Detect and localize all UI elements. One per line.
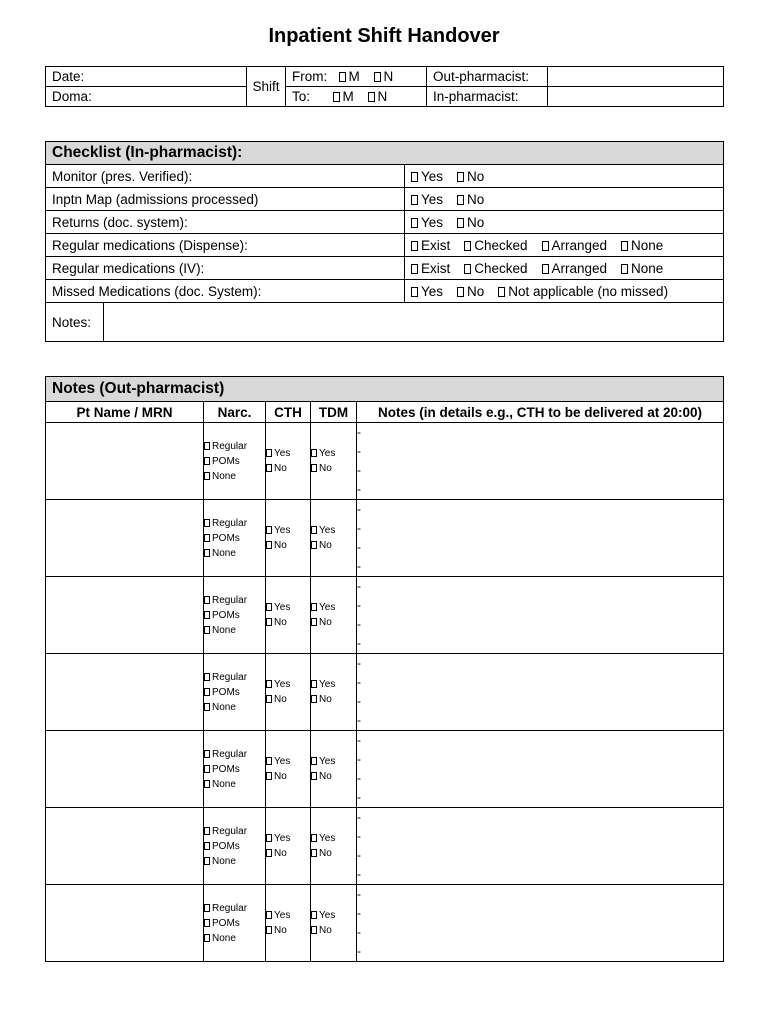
notes-dash: -: [357, 425, 361, 439]
cth-option-checkbox[interactable]: No: [266, 538, 310, 553]
narc-cell: [204, 577, 266, 654]
narc-option-checkbox[interactable]: Regular: [204, 901, 265, 916]
column-header: Narc.: [204, 402, 266, 423]
pt-name-mrn-field[interactable]: [46, 885, 204, 962]
notes-dash: -: [357, 617, 361, 631]
from-m-checkbox[interactable]: M: [339, 69, 360, 84]
notes-dash: -: [357, 559, 361, 573]
notes-dash: -: [357, 502, 361, 516]
checklist-options: [404, 211, 723, 234]
checklist-options: [404, 280, 723, 303]
narc-option-checkbox[interactable]: POMs: [204, 762, 265, 777]
tdm-cell: [311, 808, 357, 885]
tdm-option-checkbox[interactable]: Yes: [311, 677, 356, 692]
notes-dash: -: [357, 752, 361, 766]
notes-dash: -: [357, 579, 361, 593]
to-n-checkbox[interactable]: N: [368, 89, 388, 104]
narc-option-checkbox[interactable]: None: [204, 546, 265, 561]
checklist-item-label: Inptn Map (admissions processed): [46, 188, 405, 211]
checklist-options: [404, 257, 723, 280]
checklist-option-checkbox[interactable]: Checked: [464, 261, 527, 276]
checklist-row: [46, 280, 724, 303]
tdm-option-checkbox[interactable]: Yes: [311, 908, 356, 923]
narc-option-checkbox[interactable]: Regular: [204, 516, 265, 531]
cth-option-checkbox[interactable]: Yes: [266, 908, 310, 923]
notes-field[interactable]: [357, 808, 724, 885]
narc-option-checkbox[interactable]: POMs: [204, 916, 265, 931]
checklist-item-label: Returns (doc. system):: [46, 211, 405, 234]
tdm-cell: [311, 577, 357, 654]
narc-cell: [204, 731, 266, 808]
notes-dash: -: [357, 540, 361, 554]
narc-option-checkbox[interactable]: POMs: [204, 454, 265, 469]
notes-field[interactable]: [357, 731, 724, 808]
tdm-option-checkbox[interactable]: Yes: [311, 446, 356, 461]
tdm-option-checkbox[interactable]: Yes: [311, 600, 356, 615]
patient-row: [46, 577, 724, 654]
notes-field[interactable]: [357, 423, 724, 500]
checklist-options: [404, 234, 723, 257]
checklist-item-label: Regular medications (Dispense):: [46, 234, 405, 257]
notes-dash: -: [357, 713, 361, 727]
notes-dash: -: [357, 771, 361, 785]
notes-dash: -: [357, 463, 361, 477]
tdm-option-checkbox[interactable]: No: [311, 461, 356, 476]
tdm-cell: [311, 423, 357, 500]
checklist-item-label: Missed Medications (doc. System):: [46, 280, 405, 303]
cth-option-checkbox[interactable]: No: [266, 846, 310, 861]
notes-dash: -: [357, 694, 361, 708]
narc-option-checkbox[interactable]: POMs: [204, 608, 265, 623]
cth-option-checkbox[interactable]: No: [266, 692, 310, 707]
cth-option-checkbox[interactable]: No: [266, 461, 310, 476]
notes-field[interactable]: [357, 654, 724, 731]
column-header: Pt Name / MRN: [46, 402, 204, 423]
checklist-row: [46, 257, 724, 280]
cth-option-checkbox[interactable]: Yes: [266, 446, 310, 461]
notes-dash: -: [357, 636, 361, 650]
notes-dash: -: [357, 810, 361, 824]
header-table: [45, 66, 724, 107]
checklist-option-checkbox[interactable]: Yes: [411, 284, 443, 299]
cth-option-checkbox[interactable]: Yes: [266, 831, 310, 846]
checklist-option-checkbox[interactable]: No: [457, 169, 484, 184]
notes-field[interactable]: [357, 577, 724, 654]
to-m-checkbox[interactable]: M: [333, 89, 354, 104]
notes-dash: -: [357, 906, 361, 920]
in-pharmacist-label: In-pharmacist:: [427, 87, 548, 107]
checklist-option-checkbox[interactable]: Yes: [411, 192, 443, 207]
patient-row: [46, 500, 724, 577]
cth-option-checkbox[interactable]: Yes: [266, 677, 310, 692]
narc-option-checkbox[interactable]: None: [204, 854, 265, 869]
checklist-row: [46, 211, 724, 234]
narc-option-checkbox[interactable]: POMs: [204, 531, 265, 546]
cth-option-checkbox[interactable]: No: [266, 923, 310, 938]
notes-dash: -: [357, 829, 361, 843]
cth-cell: [266, 808, 311, 885]
narc-option-checkbox[interactable]: POMs: [204, 839, 265, 854]
checklist-row: [46, 165, 724, 188]
pt-name-mrn-field[interactable]: [46, 731, 204, 808]
cth-cell: [266, 885, 311, 962]
narc-cell: [204, 808, 266, 885]
shift-label: Shift: [247, 67, 286, 107]
checklist-option-checkbox[interactable]: No: [457, 284, 484, 299]
narc-option-checkbox[interactable]: None: [204, 623, 265, 638]
tdm-option-checkbox[interactable]: No: [311, 769, 356, 784]
tdm-option-checkbox[interactable]: Yes: [311, 831, 356, 846]
tdm-option-checkbox[interactable]: No: [311, 846, 356, 861]
narc-option-checkbox[interactable]: Regular: [204, 670, 265, 685]
cth-option-checkbox[interactable]: No: [266, 769, 310, 784]
patient-row: [46, 808, 724, 885]
notes-dash: -: [357, 925, 361, 939]
column-header: TDM: [311, 402, 357, 423]
out-pharmacist-label: Out-pharmacist:: [427, 67, 548, 87]
cth-option-checkbox[interactable]: Yes: [266, 600, 310, 615]
narc-cell: [204, 885, 266, 962]
notes-dash: -: [357, 944, 361, 958]
notes-dash: -: [357, 733, 361, 747]
checklist-options: [404, 188, 723, 211]
column-header: CTH: [266, 402, 311, 423]
checklist-options: [404, 165, 723, 188]
patient-row: [46, 885, 724, 962]
pt-name-mrn-field[interactable]: [46, 654, 204, 731]
tdm-option-checkbox[interactable]: Yes: [311, 523, 356, 538]
tdm-cell: [311, 654, 357, 731]
checklist-option-checkbox[interactable]: None: [621, 261, 663, 276]
notes-dash: -: [357, 867, 361, 881]
tdm-option-checkbox[interactable]: No: [311, 615, 356, 630]
shift-from: From: M N: [286, 67, 427, 87]
narc-option-checkbox[interactable]: Regular: [204, 439, 265, 454]
tdm-option-checkbox[interactable]: No: [311, 538, 356, 553]
notes-dash: -: [357, 521, 361, 535]
notes-dash: -: [357, 790, 361, 804]
narc-option-checkbox[interactable]: None: [204, 700, 265, 715]
narc-option-checkbox[interactable]: None: [204, 469, 265, 484]
notes-dash: -: [357, 656, 361, 670]
narc-option-checkbox[interactable]: Regular: [204, 747, 265, 762]
checklist-option-checkbox[interactable]: Arranged: [542, 261, 608, 276]
out-notes-title: Notes (Out-pharmacist): [46, 377, 724, 402]
shift-to: To: M N: [286, 87, 427, 107]
out-pharmacist-field[interactable]: [548, 67, 724, 87]
checklist-row: [46, 188, 724, 211]
notes-field[interactable]: [357, 885, 724, 962]
cth-cell: [266, 577, 311, 654]
notes-dash: -: [357, 848, 361, 862]
pt-name-mrn-field[interactable]: [46, 808, 204, 885]
notes-dash: -: [357, 675, 361, 689]
checklist-notes-field[interactable]: [104, 303, 724, 342]
tdm-option-checkbox[interactable]: No: [311, 692, 356, 707]
page-title: Inpatient Shift Handover: [268, 25, 500, 47]
narc-option-checkbox[interactable]: Regular: [204, 593, 265, 608]
notes-dash: -: [357, 887, 361, 901]
checklist-option-checkbox[interactable]: Yes: [411, 215, 443, 230]
tdm-cell: [311, 731, 357, 808]
doma-field[interactable]: Doma:: [46, 87, 247, 107]
notes-dash: -: [357, 444, 361, 458]
checklist-item-label: Regular medications (IV):: [46, 257, 405, 280]
checklist-title: Checklist (In-pharmacist):: [46, 142, 724, 165]
narc-cell: [204, 654, 266, 731]
pt-name-mrn-field[interactable]: [46, 423, 204, 500]
from-n-checkbox[interactable]: N: [374, 69, 394, 84]
checklist-item-label: Monitor (pres. Verified):: [46, 165, 405, 188]
cth-option-checkbox[interactable]: Yes: [266, 523, 310, 538]
narc-option-checkbox[interactable]: Regular: [204, 824, 265, 839]
narc-cell: [204, 500, 266, 577]
checklist-option-checkbox[interactable]: Exist: [411, 238, 450, 253]
column-header: Notes (in details e.g., CTH to be delivered at 20:00): [357, 402, 724, 423]
checklist-option-checkbox[interactable]: No: [457, 192, 484, 207]
cth-option-checkbox[interactable]: Yes: [266, 754, 310, 769]
checklist-row: [46, 234, 724, 257]
notes-dash: -: [357, 598, 361, 612]
narc-option-checkbox[interactable]: None: [204, 931, 265, 946]
checklist-table: [45, 141, 724, 342]
tdm-option-checkbox[interactable]: Yes: [311, 754, 356, 769]
patient-row: [46, 423, 724, 500]
narc-cell: [204, 423, 266, 500]
tdm-cell: [311, 885, 357, 962]
checklist-option-checkbox[interactable]: Not applicable (no missed): [498, 284, 668, 299]
cth-cell: [266, 731, 311, 808]
checklist-option-checkbox[interactable]: Yes: [411, 169, 443, 184]
notes-field[interactable]: [357, 500, 724, 577]
cth-cell: [266, 500, 311, 577]
checklist-option-checkbox[interactable]: Checked: [464, 238, 527, 253]
cth-cell: [266, 654, 311, 731]
notes-dash: -: [357, 482, 361, 496]
pt-name-mrn-field[interactable]: [46, 500, 204, 577]
pt-name-mrn-field[interactable]: [46, 577, 204, 654]
narc-option-checkbox[interactable]: POMs: [204, 685, 265, 700]
out-notes-table: [45, 376, 724, 962]
checklist-option-checkbox[interactable]: No: [457, 215, 484, 230]
checklist-option-checkbox[interactable]: Arranged: [542, 238, 608, 253]
cth-option-checkbox[interactable]: No: [266, 615, 310, 630]
patient-row: [46, 654, 724, 731]
date-field[interactable]: Date:: [46, 67, 247, 87]
narc-option-checkbox[interactable]: None: [204, 777, 265, 792]
tdm-option-checkbox[interactable]: No: [311, 923, 356, 938]
checklist-option-checkbox[interactable]: None: [621, 238, 663, 253]
tdm-cell: [311, 500, 357, 577]
checklist-option-checkbox[interactable]: Exist: [411, 261, 450, 276]
cth-cell: [266, 423, 311, 500]
in-pharmacist-field[interactable]: [548, 87, 724, 107]
checklist-notes-label: Notes:: [46, 303, 104, 342]
patient-row: [46, 731, 724, 808]
